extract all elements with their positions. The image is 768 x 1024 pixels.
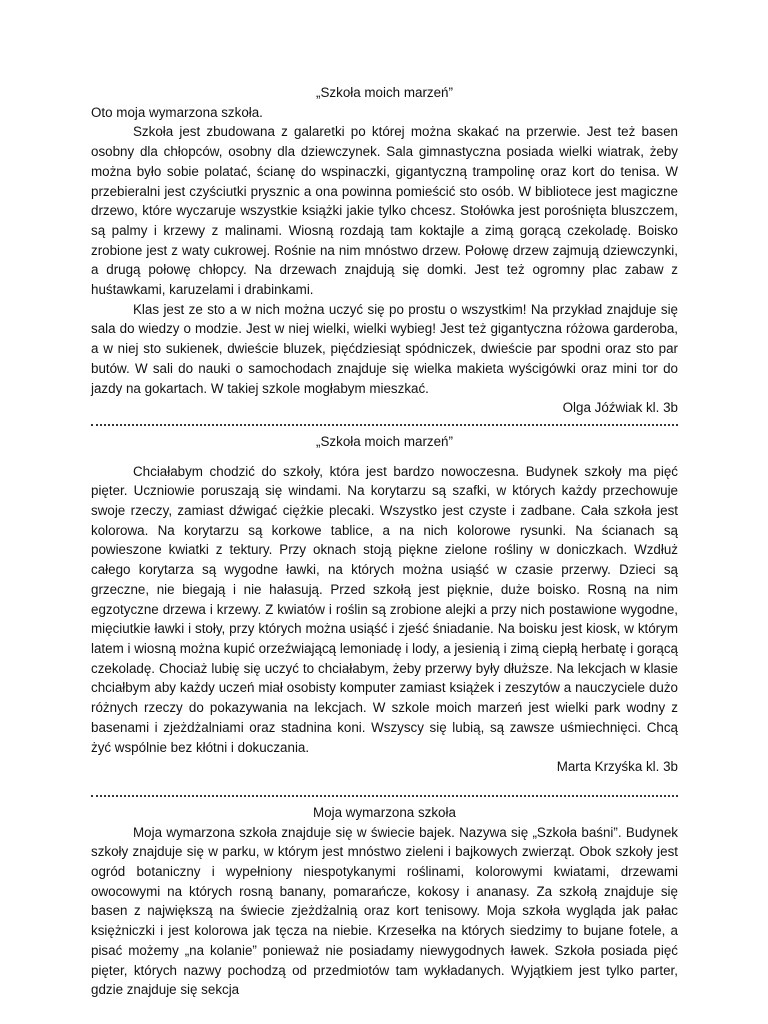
essay-1 — [91, 83, 678, 418]
essay-1-paragraph-2: Klas jest ze sto a w nich można uczyć się po prostu o wszystkim! Na przykład znajduje się sala do wiedzy o modzie. Jest w niej wielki, wielki wybieg! Jest też gigantyczna różowa garderoba, a w niej sto sukienek, dwieście bluzek, pięćdziesiąt spódniczek, dwieście par spodni oraz sto par butów. W sali do nauki o samochodach znajduje się wielka makieta wyścigówki oraz mini tor do jazdy na gokartach. W takiej szkole mogłabym mieszkać. — [91, 301, 678, 396]
essay-2-paragraph-1: Chciałabym chodzić do szkoły, która jest bardzo nowoczesna. Budynek szkoły ma pięć pięter. Uczniowie poruszają się windami. Na korytarzu są szafki, w których każdy przechowuje swoje rzeczy, zamiast dźwigać ciężkie plecaki. Wszystko jest czyste i zadbane. Cała szkoła jest kolorowa. Na korytarzu są korkowe tablice, a na nich kolorowe rysunki. Na ścianach są powieszone kwiatki z tektury. Przy oknach stoją piękne zielone rośliny w doniczkach. Wzdłuż całego korytarza są wygodne ławki, na których można usiąść w czasie przerwy. Dzieci są grzeczne, nie biegają i nie hałasują. Przed szkołą jest pięknie, duże boisko. Rosną na nim egzotyczne drzewa i krzewy. Z kwiatów i roślin są zrobione alejki a przy nich postawione wygodne, mięciutkie ławki i stoły, przy których można usiąść i zjeść śniadanie. Na boisku jest kiosk, w którym latem i wiosną można kupić orzeźwiającą lemoniadę i lody, a jesienią i zimą ciepłą herbatę i gorącą czekoladę. Chociaż lubię się uczyć to chciałabym, żeby przerwy były dłuższe. Na lekcjach w klasie chciałbym aby każdy uczeń miał osobisty komputer zamiast książek i zeszytów a nauczyciele dużo różnych rzeczy do pokazywania na lekcjach. W szkole moich marzeń jest wielki park wodny z basenami i zjeżdżalniami oraz stadnina koni. Wszyscy się lubią, są zawsze uśmiechnięci. Chcą żyć wspólnie bez kłótni i dokuczania. — [91, 463, 678, 755]
essay-2-signature: Marta Krzyśka kl. 3b — [556, 759, 678, 775]
essay-3 — [91, 803, 678, 1000]
dotted-separator-1 — [91, 424, 678, 426]
essay-3-title: Moja wymarzona szkoła — [313, 804, 456, 820]
spacer — [91, 452, 678, 462]
essay-2-title: „Szkoła moich marzeń” — [316, 433, 453, 449]
essay-1-intro: Oto moja wymarzona szkoła. — [91, 104, 263, 120]
dotted-separator-2 — [91, 795, 678, 797]
essay-3-paragraph-1: Moja wymarzona szkoła znajduje się w świecie bajek. Nazywa się „Szkoła baśni”. Budynek szkoły znajduje się w parku, w którym jest mnóstwo zieleni i bajkowych zwierząt. Obok szkoły jest ogród botaniczny i wypełniony niespotykanymi roślinami, kolorowymi kwiatami, drzewami owocowymi na których rosną banany, pomarańcze, kokosy i ananasy. Za szkołą znajduje się basen z największą na świecie zjeżdżalnią oraz kort tenisowy. Moja szkoła wygląda jak pałac księżniczki i jest kolorowa jak tęcza na niebie. Krzesełka na których siedzimy to bujane fotele, a pisać możemy „na kolanie” ponieważ nie posiadamy niewygodnych ławek. Szkoła posiada pięć pięter, których nazwy pochodzą od przedmiotów tam wykładanych. Wyjątkiem jest tylko parter, gdzie znajduje się sekcja — [91, 824, 678, 998]
essay-1-paragraph-1: Szkoła jest zbudowana z galaretki po której można skakać na przerwie. Jest też basen osobny dla chłopców, osobny dla dziewczynek. Sala gimnastyczna posiada wielki wiatrak, żeby można było sobie polatać, ścianę do wspinaczki, gigantyczną trampolinę oraz kort do tenisa. W przebieralni jest czyściutki prysznic a ona powinna pomieścić sto osób. W bibliotece jest magiczne drzewo, które wyczaruje wszystkie książki jakie tylko chcesz. Stołówka jest porośnięta bluszczem, są palmy i krzewy z malinami. Wiosną rozdają tam koktajle a zimą gorącą czekoladę. Boisko zrobione jest z waty cukrowej. Rośnie na nim mnóstwo drzew. Połowę drzew zajmują dziewczynki, a drugą połowę chłopcy. Na drzewach znajdują się domki. Jest też ogromny plac zabaw z huśtawkami, karuzelami i drabinkami. — [91, 124, 678, 298]
essay-2 — [91, 432, 678, 777]
document-body — [91, 83, 678, 1000]
essay-1-signature: Olga Jóźwiak kl. 3b — [562, 400, 678, 416]
essay-1-title: „Szkoła moich marzeń” — [316, 85, 453, 100]
